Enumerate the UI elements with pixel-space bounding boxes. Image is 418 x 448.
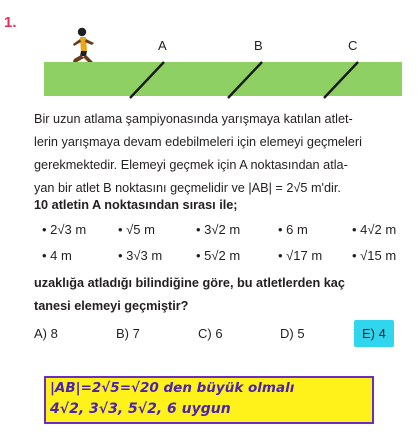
distance-item: • 3√3 m — [118, 248, 163, 263]
problem-paragraph — [34, 108, 412, 200]
distance-item: • 5√2 m — [196, 248, 241, 263]
distance-item: • √5 m — [118, 222, 155, 237]
note-line-1: |AB|=2√5=√20 den büyük olmalı — [50, 380, 295, 396]
distance-item: • 4 m — [42, 248, 72, 263]
distance-item: • √17 m — [278, 248, 323, 263]
distance-item: • 3√2 m — [196, 222, 241, 237]
question-number: 1. — [4, 14, 17, 31]
distances-row-1 — [34, 222, 412, 244]
answer-option-d[interactable]: D) 5 — [280, 326, 305, 341]
point-label-c: C — [348, 38, 358, 53]
answer-option-a[interactable]: A) 8 — [34, 326, 58, 341]
point-label-a: A — [158, 38, 167, 53]
distance-item: • √15 m — [352, 248, 397, 263]
marker-a — [130, 62, 164, 98]
point-label-b: B — [254, 38, 263, 53]
prompt-line: uzaklığa atladığı bilindiğine göre, bu atletlerden kaç — [34, 276, 345, 290]
paragraph-line: lerin yarışmaya devam edebilmeleri için elemeyi geçmeleri — [34, 135, 362, 149]
paragraph-line: Bir uzun atlama şampiyonasında yarışmaya katılan atlet- — [34, 112, 353, 126]
paragraph-line: yan bir atlet B noktasını geçmelidir ve |AB| = 2√5 m'dir. — [34, 181, 341, 195]
answer-option-b[interactable]: B) 7 — [116, 326, 140, 341]
answer-option-e[interactable]: E) 4 — [354, 320, 394, 347]
paragraph-line: gerekmektedir. Elemeyi geçmek için A noktasından atla- — [34, 158, 348, 172]
subtitle: 10 atletin A noktasından sırası ile; — [34, 198, 238, 212]
handwritten-note — [44, 376, 374, 424]
answer-choices — [34, 320, 412, 350]
field-markers — [44, 58, 402, 100]
question-prompt — [34, 272, 412, 318]
prompt-line: tanesi elemeyi geçmiştir? — [34, 299, 189, 313]
distance-item: • 6 m — [278, 222, 308, 237]
distances-row-2 — [34, 248, 412, 270]
distance-item: • 4√2 m — [352, 222, 397, 237]
note-line-2: 4√2, 3√3, 5√2, 6 uygun — [50, 401, 231, 417]
marker-c — [324, 62, 358, 98]
distance-item: • 2√3 m — [42, 222, 87, 237]
answer-option-c[interactable]: C) 6 — [198, 326, 223, 341]
marker-b — [228, 62, 262, 98]
